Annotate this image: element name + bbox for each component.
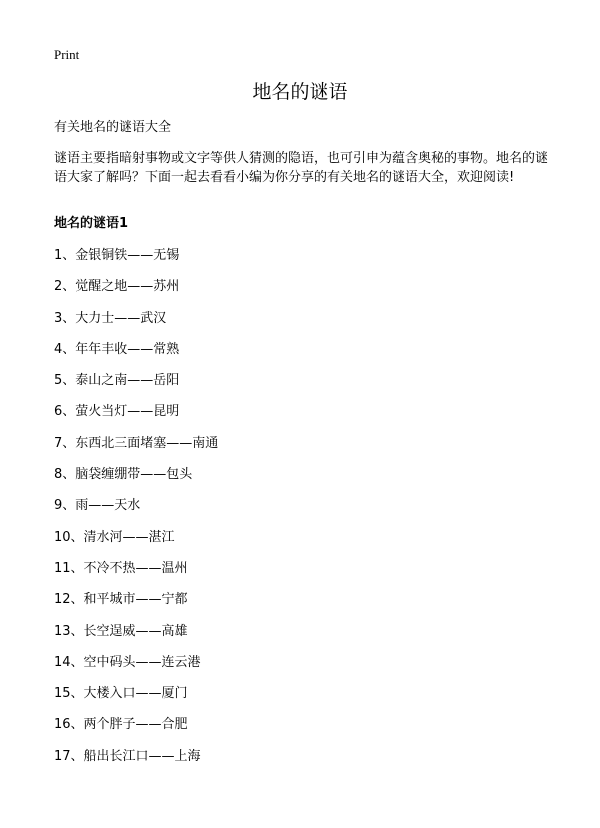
list-item: 17、船出长江口——上海	[54, 748, 201, 764]
print-link[interactable]: Print	[54, 47, 80, 62]
list-item: 9、雨——天水	[54, 498, 141, 514]
section-heading: 地名的谜语1	[54, 216, 129, 231]
list-item: 7、东西北三面堵塞——南通	[54, 435, 219, 451]
list-item: 15、大楼入口——厦门	[54, 686, 188, 702]
list-item: 6、萤火当灯——昆明	[54, 404, 180, 420]
list-item: 10、清水河——湛江	[54, 529, 175, 545]
list-item: 13、长空逞威——高雄	[54, 623, 188, 639]
list-item: 3、大力士——武汉	[54, 310, 167, 326]
list-item: 4、年年丰收——常熟	[54, 341, 180, 357]
riddle-list	[54, 247, 218, 779]
list-item: 12、和平城市——宁都	[54, 592, 188, 608]
intro-paragraph: 谜语主要指暗射事物或文字等供人猜测的隐语，也可引申为蕴含奥秘的事物。地名的谜语大家了解吗？下面一起去看看小编为你分享的有关地名的谜语大全，欢迎阅读!	[54, 151, 549, 185]
subtitle: 有关地名的谜语大全	[54, 120, 172, 135]
list-item: 2、觉醒之地——苏州	[54, 279, 180, 295]
list-item: 5、泰山之南——岳阳	[54, 373, 180, 389]
list-item: 11、不冷不热——温州	[54, 560, 188, 576]
page-title: 地名的谜语	[252, 81, 348, 103]
list-item: 14、空中码头——连云港	[54, 654, 201, 670]
list-item: 1、金银铜铁——无锡	[54, 248, 180, 263]
list-item: 16、两个胖子——合肥	[54, 717, 188, 733]
list-item: 8、脑袋缠绷带——包头	[54, 467, 193, 483]
